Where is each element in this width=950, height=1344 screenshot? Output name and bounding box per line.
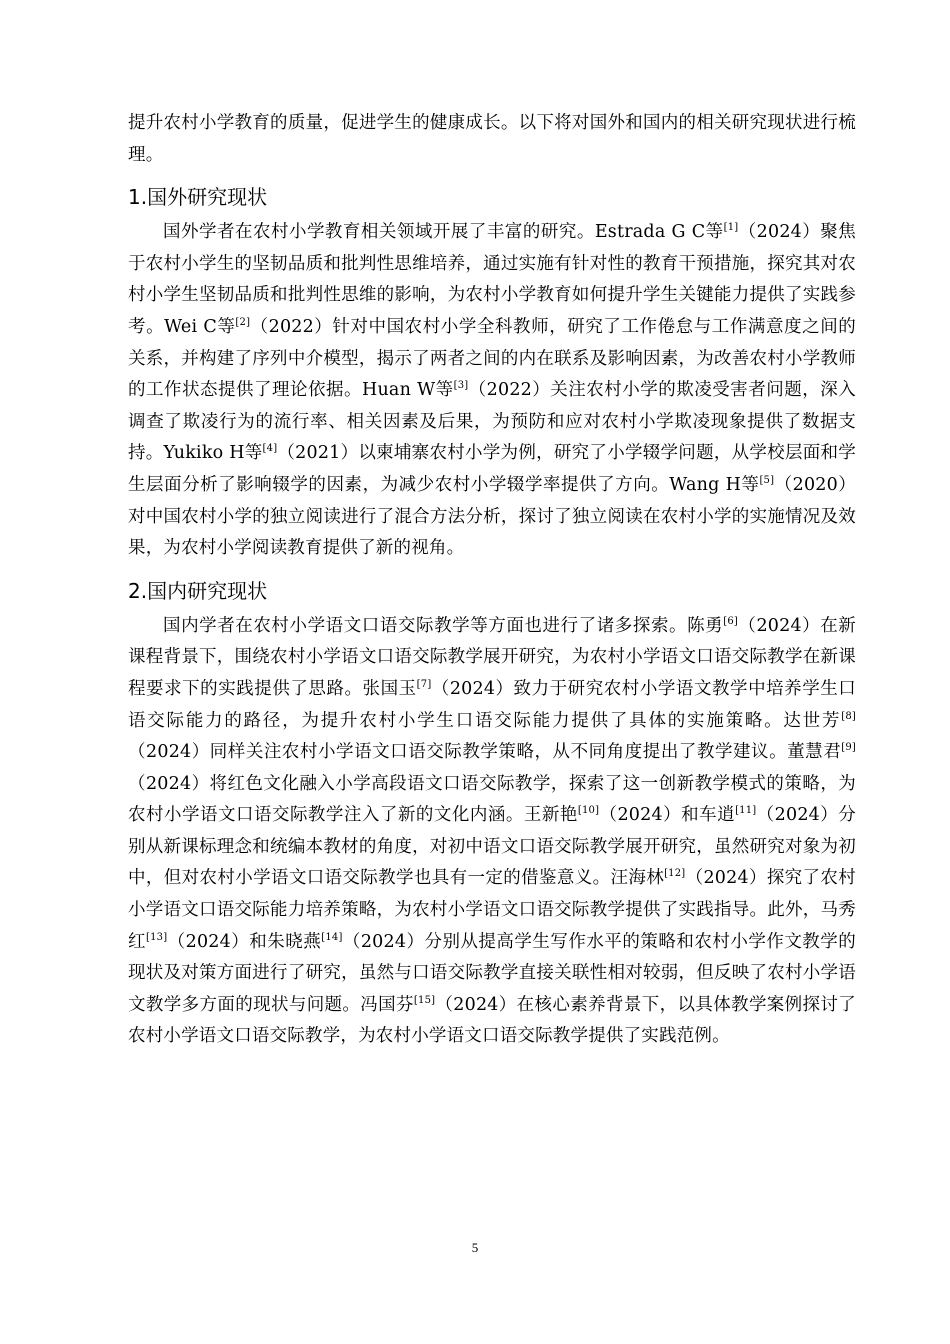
citation-ref-4: [4] bbox=[262, 443, 278, 455]
paragraph-text: 国内学者在农村小学语文口语交际教学等方面也进行了诸多探索。陈勇 bbox=[163, 615, 724, 636]
paragraph-text: （2024）聚焦于农村小学生的坚韧品质和批判性思维培养，通过实施有针对性的教育干预措施，探究其对农村小学生坚韧品质和批判性思维的影响，为农村小学教育如何提升学生关键能力提供了实践参考。Wei C等 bbox=[128, 222, 856, 337]
paragraph-text: （2024）将红色文化融入小学高段语文口语交际教学，探索了这一创新教学模式的策略，为农村小学语文口语交际教学注入了新的文化内涵。王新艳 bbox=[128, 773, 856, 826]
page-number: 5 bbox=[471, 1240, 479, 1255]
paragraph-text: （2024）和朱晓燕 bbox=[167, 931, 322, 952]
citation-ref-1: [1] bbox=[723, 222, 739, 234]
citation-ref-15: [15] bbox=[413, 994, 436, 1006]
paragraph-text: （2024）和车逍 bbox=[599, 805, 736, 826]
paragraph-text: 国外学者在农村小学教育相关领域开展了丰富的研究。Estrada G C等 bbox=[163, 222, 724, 243]
citation-ref-5: [5] bbox=[759, 474, 775, 486]
intro-paragraph: 提升农村小学教育的质量，促进学生的健康成长。以下将对国外和国内的相关研究现状进行梳理。 bbox=[128, 113, 856, 165]
citation-ref-10: [10] bbox=[577, 805, 600, 817]
domestic-research-paragraph bbox=[128, 611, 856, 1053]
paragraph-text: （2021）以柬埔寨农村小学为例，研究了小学辍学问题，从学校层面和学生层面分析了影响辍学的因素，为减少农村小学辍学率提供了方向。Wang H等 bbox=[128, 443, 856, 495]
paragraph-text: （2024）探究了农村小学语文口语交际能力培养策略，为农村小学语文口语交际教学提供了实践指导。此外，马秀红 bbox=[128, 868, 856, 952]
citation-ref-11: [11] bbox=[735, 805, 757, 817]
citation-ref-7: [7] bbox=[416, 678, 432, 690]
citation-ref-2: [2] bbox=[235, 316, 251, 328]
citation-ref-3: [3] bbox=[453, 380, 469, 392]
page-content bbox=[128, 108, 856, 1053]
paragraph-text: （2024）在新课程背景下，围绕农村小学语文口语交际教学展开研究，为农村小学语文口语交际教学在新课程要求下的实践提供了思路。张国玉 bbox=[128, 615, 856, 699]
foreign-research-paragraph bbox=[128, 217, 856, 565]
citation-ref-9: [9] bbox=[841, 742, 856, 754]
section-heading-foreign: 1.国外研究现状 bbox=[128, 185, 268, 210]
citation-ref-8: [8] bbox=[841, 710, 856, 722]
paragraph-text: （2024）在核心素养背景下，以具体教学案例探讨了农村小学语文口语交际教学，为农村小学语文口语交际教学提供了实践范例。 bbox=[128, 994, 856, 1047]
paragraph-text: （2024）分别从新课标理念和统编本教材的角度，对初中语文口语交际教学展开研究，虽然研究对象为初中，但对农村小学语文口语交际教学也具有一定的借鉴意义。汪海林 bbox=[128, 805, 857, 889]
section-heading-domestic: 2.国内研究现状 bbox=[128, 578, 268, 603]
citation-ref-6: [6] bbox=[723, 615, 738, 627]
citation-ref-14: [14] bbox=[321, 931, 343, 943]
paragraph-text: （2024）致力于研究农村小学语文教学中培养学生口语交际能力的路径，为提升农村小学生口语交际能力提供了具体的实施策略。达世芳 bbox=[128, 678, 856, 731]
citation-ref-13: [13] bbox=[146, 931, 168, 943]
paragraph-text: （2022）关注农村小学的欺凌受害者问题，深入调查了欺凌行为的流行率、相关因素及后果，为预防和应对农村小学欺凌现象提供了数据支持。Yukiko H等 bbox=[128, 380, 856, 464]
paragraph-text: （2024）分别从提高学生写作水平的策略和农村小学作文教学的现状及对策方面进行了研究，虽然与口语交际教学直接关联性相对较弱，但反映了农村小学语文教学多方面的现状与问题。冯国芬 bbox=[128, 931, 856, 1015]
citation-ref-12: [12] bbox=[664, 868, 686, 880]
paragraph-text: （2020）对中国农村小学的独立阅读进行了混合方法分析，探讨了独立阅读在农村小学的实施情况及效果，为农村小学阅读教育提供了新的视角。 bbox=[128, 474, 856, 559]
paragraph-text: （2022）针对中国农村小学全科教师，研究了工作倦怠与工作满意度之间的关系，并构建了序列中介模型，揭示了两者之间的内在联系及影响因素，为改善农村小学教师的工作状态提供了理论依据。Huan W等 bbox=[128, 316, 856, 401]
paragraph-text: （2024）同样关注农村小学语文口语交际教学策略，从不同角度提出了教学建议。董慧君 bbox=[128, 742, 842, 763]
